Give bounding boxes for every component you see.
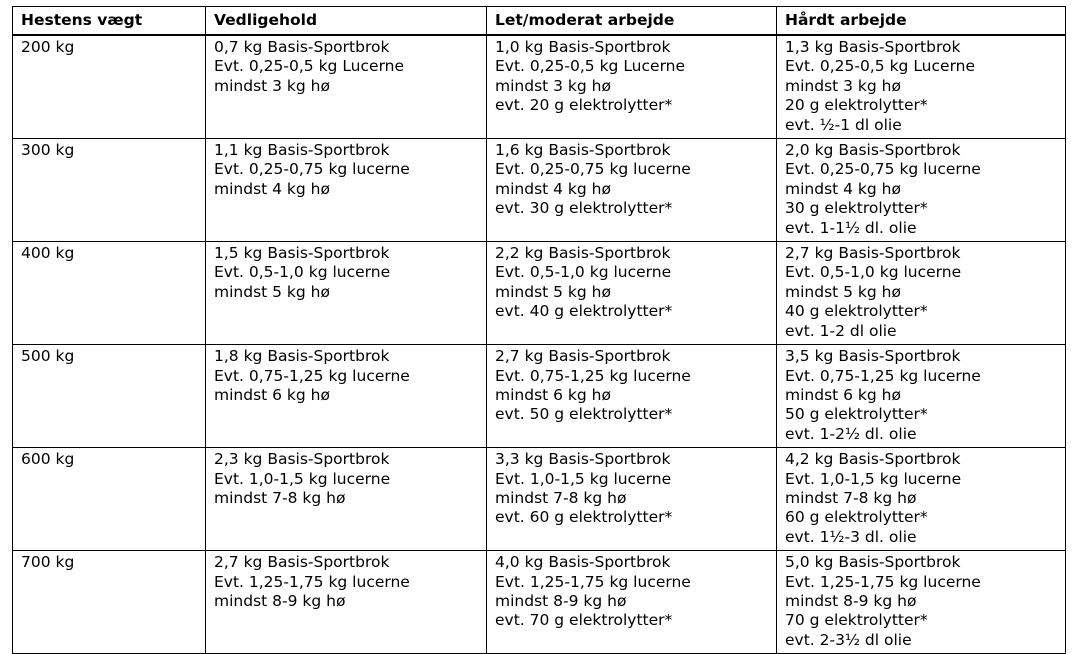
column-header-weight: Hestens vægt (13, 7, 206, 36)
cell-line: evt. 1-1½ dl. olie (785, 218, 917, 237)
table-row (13, 345, 1066, 448)
cell-light-moderate-work (487, 551, 777, 654)
cell-hard-work (777, 242, 1066, 345)
cell-line: 5,0 kg Basis-Sportbrok (785, 553, 961, 572)
cell-line: mindst 5 kg hø (785, 282, 901, 301)
cell-line: 3,3 kg Basis-Sportbrok (495, 450, 671, 469)
cell-light-moderate-work (487, 139, 777, 242)
cell-line: mindst 4 kg hø (214, 179, 330, 198)
cell-light-moderate-work (487, 242, 777, 345)
cell-line: 50 g elektrolytter* (785, 405, 928, 424)
cell-line: evt. 50 g elektrolytter* (495, 405, 673, 424)
cell-maintenance (206, 345, 487, 448)
table-header-row (13, 7, 1066, 36)
table-header (13, 7, 1066, 36)
cell-line: 4,0 kg Basis-Sportbrok (495, 553, 671, 572)
cell-line: mindst 6 kg hø (214, 385, 330, 404)
cell-line: Evt. 0,25-0,5 kg Lucerne (495, 57, 686, 76)
cell-line: mindst 8-9 kg hø (495, 591, 627, 610)
cell-line: Evt. 0,25-0,75 kg lucerne (785, 160, 981, 179)
cell-line: 2,0 kg Basis-Sportbrok (785, 141, 961, 160)
cell-line: evt. 70 g elektrolytter* (495, 611, 673, 630)
table-row (13, 35, 1066, 139)
cell-line: evt. 1-2½ dl. olie (785, 424, 917, 443)
cell-line: mindst 5 kg hø (214, 282, 330, 301)
cell-line: Evt. 0,5-1,0 kg lucerne (495, 263, 672, 282)
cell-line: mindst 7-8 kg hø (214, 488, 346, 507)
feeding-plan-table (12, 6, 1066, 654)
cell-line: 2,3 kg Basis-Sportbrok (214, 450, 390, 469)
cell-horse-weight: 200 kg (13, 35, 206, 139)
cell-maintenance (206, 242, 487, 345)
cell-line: 2,7 kg Basis-Sportbrok (785, 244, 961, 263)
cell-light-moderate-work (487, 345, 777, 448)
cell-maintenance (206, 551, 487, 654)
cell-horse-weight: 600 kg (13, 448, 206, 551)
cell-line: Evt. 1,25-1,75 kg lucerne (495, 572, 691, 591)
cell-line: evt. 30 g elektrolytter* (495, 199, 673, 218)
cell-line: evt. 20 g elektrolytter* (495, 96, 673, 115)
cell-line: 2,7 kg Basis-Sportbrok (495, 347, 671, 366)
cell-line: mindst 4 kg hø (785, 179, 901, 198)
cell-line: evt. 2-3½ dl olie (785, 630, 912, 649)
cell-line: Evt. 1,25-1,75 kg lucerne (214, 572, 410, 591)
cell-hard-work (777, 551, 1066, 654)
cell-line: Evt. 0,25-0,75 kg lucerne (495, 160, 691, 179)
cell-line: 20 g elektrolytter* (785, 96, 928, 115)
table-row (13, 242, 1066, 345)
cell-line: 1,8 kg Basis-Sportbrok (214, 347, 390, 366)
cell-horse-weight: 700 kg (13, 551, 206, 654)
cell-line: mindst 4 kg hø (495, 179, 611, 198)
cell-hard-work (777, 345, 1066, 448)
cell-light-moderate-work (487, 35, 777, 139)
cell-line: mindst 3 kg hø (495, 76, 611, 95)
cell-line: evt. 1½-3 dl. olie (785, 527, 917, 546)
cell-line: 60 g elektrolytter* (785, 508, 928, 527)
cell-maintenance (206, 139, 487, 242)
cell-line: 1,5 kg Basis-Sportbrok (214, 244, 390, 263)
cell-line: 3,5 kg Basis-Sportbrok (785, 347, 961, 366)
cell-line: 1,6 kg Basis-Sportbrok (495, 141, 671, 160)
cell-line: evt. 40 g elektrolytter* (495, 302, 673, 321)
cell-line: Evt. 1,0-1,5 kg lucerne (495, 469, 672, 488)
cell-horse-weight: 400 kg (13, 242, 206, 345)
cell-line: Evt. 0,75-1,25 kg lucerne (214, 366, 410, 385)
cell-line: Evt. 0,25-0,5 kg Lucerne (214, 57, 405, 76)
cell-horse-weight: 500 kg (13, 345, 206, 448)
cell-line: Evt. 1,0-1,5 kg lucerne (785, 469, 962, 488)
column-header-light-work: Let/moderat arbejde (487, 7, 777, 36)
cell-light-moderate-work (487, 448, 777, 551)
cell-line: 0,7 kg Basis-Sportbrok (214, 38, 390, 56)
cell-line: mindst 5 kg hø (495, 282, 611, 301)
cell-line: mindst 8-9 kg hø (214, 591, 346, 610)
cell-line: 30 g elektrolytter* (785, 199, 928, 218)
cell-line: Evt. 0,5-1,0 kg lucerne (214, 263, 391, 282)
cell-line: 2,2 kg Basis-Sportbrok (495, 244, 671, 263)
cell-hard-work (777, 35, 1066, 139)
cell-line: mindst 6 kg hø (785, 385, 901, 404)
cell-line: 70 g elektrolytter* (785, 611, 928, 630)
cell-line: mindst 3 kg hø (214, 76, 330, 95)
cell-line: 2,7 kg Basis-Sportbrok (214, 553, 390, 572)
column-header-maintenance: Vedligehold (206, 7, 487, 36)
cell-maintenance (206, 448, 487, 551)
cell-line: Evt. 0,25-0,5 kg Lucerne (785, 57, 976, 76)
cell-line: Evt. 0,5-1,0 kg lucerne (785, 263, 962, 282)
table-row (13, 448, 1066, 551)
cell-maintenance (206, 35, 487, 139)
cell-line: 1,1 kg Basis-Sportbrok (214, 141, 390, 160)
cell-hard-work (777, 448, 1066, 551)
cell-line: 40 g elektrolytter* (785, 302, 928, 321)
cell-line: 1,0 kg Basis-Sportbrok (495, 38, 671, 56)
cell-line: Evt. 1,25-1,75 kg lucerne (785, 572, 981, 591)
cell-line: mindst 8-9 kg hø (785, 591, 917, 610)
cell-line: evt. 1-2 dl olie (785, 321, 897, 340)
cell-line: mindst 6 kg hø (495, 385, 611, 404)
column-header-hard-work: Hårdt arbejde (777, 7, 1066, 36)
cell-horse-weight: 300 kg (13, 139, 206, 242)
table-row (13, 551, 1066, 654)
table-row (13, 139, 1066, 242)
cell-line: 4,2 kg Basis-Sportbrok (785, 450, 961, 469)
cell-line: evt. 60 g elektrolytter* (495, 508, 673, 527)
cell-line: mindst 3 kg hø (785, 76, 901, 95)
cell-line: mindst 7-8 kg hø (785, 488, 917, 507)
cell-line: evt. ½-1 dl olie (785, 115, 902, 134)
table-body (13, 35, 1066, 654)
cell-line: mindst 7-8 kg hø (495, 488, 627, 507)
cell-line: Evt. 0,75-1,25 kg lucerne (495, 366, 691, 385)
cell-line: 1,3 kg Basis-Sportbrok (785, 38, 961, 56)
cell-line: Evt. 1,0-1,5 kg lucerne (214, 469, 391, 488)
cell-line: Evt. 0,75-1,25 kg lucerne (785, 366, 981, 385)
cell-hard-work (777, 139, 1066, 242)
cell-line: Evt. 0,25-0,75 kg lucerne (214, 160, 410, 179)
